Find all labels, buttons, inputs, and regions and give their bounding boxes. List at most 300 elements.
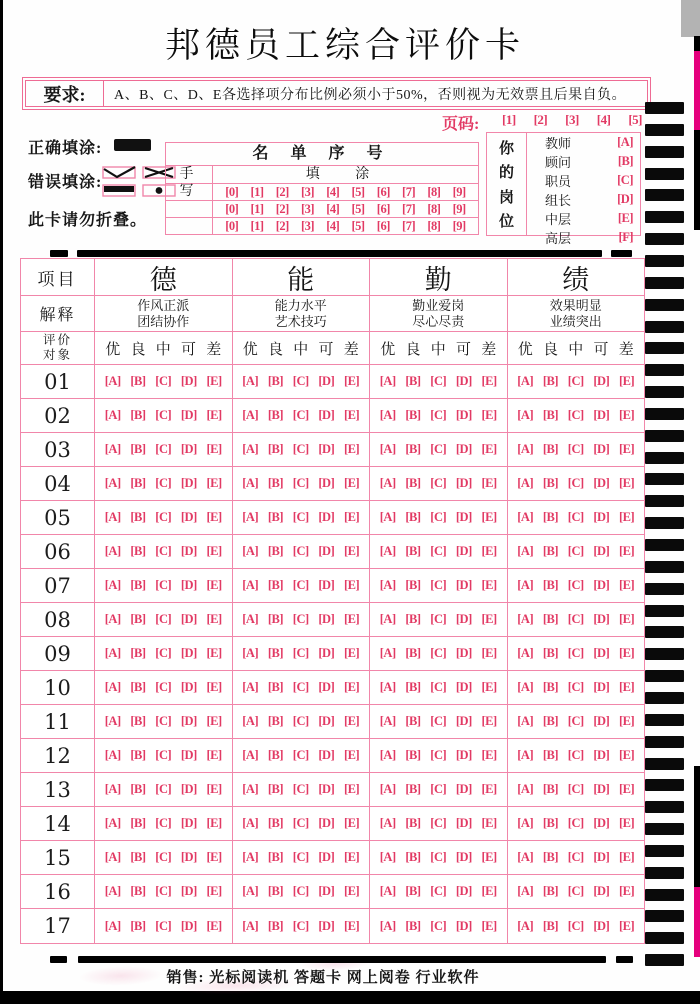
option-bubble[interactable]: [E] xyxy=(206,850,222,864)
option-bubble[interactable]: [E] xyxy=(206,918,222,933)
option-bubble[interactable]: [C] xyxy=(430,442,447,456)
option-bubble[interactable]: [D] xyxy=(593,850,610,864)
option-bubble[interactable]: [E] xyxy=(481,408,497,422)
position-bubble[interactable]: [E] xyxy=(617,211,633,225)
option-bubble[interactable]: [E] xyxy=(481,816,497,830)
option-bubble[interactable]: [D] xyxy=(180,510,197,524)
option-bubble[interactable]: [C] xyxy=(567,476,584,490)
option-bubble[interactable]: [D] xyxy=(318,510,335,524)
option-bubble[interactable]: [E] xyxy=(481,646,497,660)
option-bubble[interactable]: [D] xyxy=(455,408,472,422)
option-bubble[interactable]: [B] xyxy=(405,918,421,933)
option-bubble[interactable]: [C] xyxy=(567,884,584,898)
option-bubble[interactable]: [B] xyxy=(405,850,421,864)
position-bubble[interactable]: [C] xyxy=(617,173,633,187)
option-bubble[interactable]: [C] xyxy=(430,612,447,626)
option-bubble[interactable]: [C] xyxy=(155,374,172,388)
option-bubble[interactable]: [B] xyxy=(405,544,421,558)
option-bubble[interactable]: [B] xyxy=(267,408,284,422)
option-bubble[interactable]: [B] xyxy=(130,646,146,660)
digit-bubble[interactable]: [0] xyxy=(225,201,239,216)
option-bubble[interactable]: [B] xyxy=(542,544,559,558)
option-bubble[interactable]: [C] xyxy=(155,544,172,558)
digit-bubble[interactable]: [0] xyxy=(225,184,239,199)
page-bubble[interactable]: [5] xyxy=(628,112,642,127)
option-bubble[interactable]: [A] xyxy=(242,646,259,660)
option-bubble[interactable]: [C] xyxy=(292,510,309,524)
option-bubble[interactable]: [B] xyxy=(130,374,146,388)
option-bubble[interactable]: [D] xyxy=(455,816,472,830)
option-bubble[interactable]: [C] xyxy=(292,408,309,422)
option-bubble[interactable]: [B] xyxy=(130,442,146,456)
option-bubble[interactable]: [C] xyxy=(567,612,584,626)
option-bubble[interactable]: [B] xyxy=(267,476,284,490)
option-bubble[interactable]: [C] xyxy=(430,646,447,660)
option-bubble[interactable]: [B] xyxy=(542,408,559,422)
option-bubble[interactable]: [A] xyxy=(379,510,396,524)
option-bubble[interactable]: [C] xyxy=(430,680,447,694)
option-bubble[interactable]: [B] xyxy=(130,680,146,694)
option-bubble[interactable]: [D] xyxy=(593,408,610,422)
option-bubble[interactable]: [D] xyxy=(455,510,472,524)
option-bubble[interactable]: [B] xyxy=(542,442,559,456)
option-bubble[interactable]: [A] xyxy=(517,612,534,626)
option-bubble[interactable]: [D] xyxy=(593,680,610,694)
option-bubble[interactable]: [C] xyxy=(567,544,584,558)
option-bubble[interactable]: [E] xyxy=(206,782,222,796)
option-bubble[interactable]: [C] xyxy=(430,918,447,933)
option-bubble[interactable]: [E] xyxy=(619,918,635,933)
option-bubble[interactable]: [D] xyxy=(180,714,197,728)
option-bubble[interactable]: [A] xyxy=(104,476,121,490)
option-bubble[interactable]: [C] xyxy=(155,918,172,933)
option-bubble[interactable]: [B] xyxy=(267,816,284,830)
option-bubble[interactable]: [C] xyxy=(155,782,172,796)
option-bubble[interactable]: [A] xyxy=(104,884,121,898)
option-bubble[interactable]: [B] xyxy=(267,884,284,898)
option-bubble[interactable]: [D] xyxy=(180,816,197,830)
option-bubble[interactable]: [D] xyxy=(180,408,197,422)
option-bubble[interactable]: [A] xyxy=(379,442,396,456)
option-bubble[interactable]: [D] xyxy=(593,816,610,830)
option-bubble[interactable]: [A] xyxy=(379,782,396,796)
option-bubble[interactable]: [D] xyxy=(180,748,197,762)
digit-bubble[interactable]: [3] xyxy=(300,219,315,233)
option-bubble[interactable]: [E] xyxy=(619,578,635,592)
option-bubble[interactable]: [E] xyxy=(619,408,635,422)
option-bubble[interactable]: [B] xyxy=(130,782,146,796)
option-bubble[interactable]: [A] xyxy=(517,476,534,490)
option-bubble[interactable]: [C] xyxy=(567,680,584,694)
option-bubble[interactable]: [C] xyxy=(155,680,172,694)
option-bubble[interactable]: [E] xyxy=(619,510,635,524)
option-bubble[interactable]: [E] xyxy=(481,714,497,728)
option-bubble[interactable]: [E] xyxy=(481,374,497,388)
option-bubble[interactable]: [A] xyxy=(517,408,534,422)
position-bubble[interactable]: [F] xyxy=(618,230,633,244)
digit-bubble[interactable]: [9] xyxy=(452,201,466,216)
option-bubble[interactable]: [E] xyxy=(206,578,222,592)
option-bubble[interactable]: [A] xyxy=(379,748,396,762)
option-bubble[interactable]: [B] xyxy=(542,510,559,524)
option-bubble[interactable]: [A] xyxy=(517,782,534,796)
option-bubble[interactable]: [A] xyxy=(379,612,396,626)
option-bubble[interactable]: [C] xyxy=(567,850,584,864)
page-bubble[interactable]: [1] xyxy=(502,112,516,127)
option-bubble[interactable]: [C] xyxy=(292,748,309,762)
option-bubble[interactable]: [A] xyxy=(104,680,121,694)
option-bubble[interactable]: [C] xyxy=(292,680,309,694)
option-bubble[interactable]: [C] xyxy=(155,476,172,490)
option-bubble[interactable]: [B] xyxy=(542,850,559,864)
option-bubble[interactable]: [B] xyxy=(405,476,421,490)
option-bubble[interactable]: [D] xyxy=(455,748,472,762)
option-bubble[interactable]: [D] xyxy=(593,544,610,558)
option-bubble[interactable]: [E] xyxy=(344,782,360,796)
option-bubble[interactable]: [B] xyxy=(130,476,146,490)
option-bubble[interactable]: [C] xyxy=(430,408,447,422)
option-bubble[interactable]: [D] xyxy=(593,374,610,388)
option-bubble[interactable]: [C] xyxy=(567,816,584,830)
option-bubble[interactable]: [D] xyxy=(593,782,610,796)
option-bubble[interactable]: [B] xyxy=(542,680,559,694)
option-bubble[interactable]: [A] xyxy=(104,646,121,660)
digit-bubble[interactable]: [4] xyxy=(326,219,340,233)
option-bubble[interactable]: [B] xyxy=(267,646,284,660)
option-bubble[interactable]: [D] xyxy=(455,680,472,694)
option-bubble[interactable]: [E] xyxy=(619,782,635,796)
option-bubble[interactable]: [E] xyxy=(344,408,360,422)
option-bubble[interactable]: [A] xyxy=(242,782,259,796)
digit-bubble[interactable]: [7] xyxy=(402,201,416,216)
option-bubble[interactable]: [A] xyxy=(379,850,396,864)
option-bubble[interactable]: [C] xyxy=(430,578,447,592)
option-bubble[interactable]: [A] xyxy=(517,442,534,456)
option-bubble[interactable]: [D] xyxy=(180,884,197,898)
option-bubble[interactable]: [A] xyxy=(242,816,259,830)
digit-bubble[interactable]: [1] xyxy=(250,201,264,216)
option-bubble[interactable]: [A] xyxy=(517,816,534,830)
option-bubble[interactable]: [C] xyxy=(155,612,172,626)
option-bubble[interactable]: [D] xyxy=(318,748,335,762)
option-bubble[interactable]: [E] xyxy=(481,850,497,864)
option-bubble[interactable]: [E] xyxy=(344,816,360,830)
position-bubble[interactable]: [A] xyxy=(617,135,633,149)
handwrite-cell[interactable] xyxy=(166,201,213,217)
digit-bubble[interactable]: [5] xyxy=(351,219,365,233)
option-bubble[interactable]: [C] xyxy=(292,544,309,558)
option-bubble[interactable]: [A] xyxy=(379,578,396,592)
option-bubble[interactable]: [B] xyxy=(267,544,284,558)
option-bubble[interactable]: [B] xyxy=(267,850,284,864)
digit-bubble[interactable]: [5] xyxy=(351,201,365,216)
option-bubble[interactable]: [C] xyxy=(292,850,309,864)
option-bubble[interactable]: [C] xyxy=(567,748,584,762)
option-bubble[interactable]: [D] xyxy=(593,918,610,933)
option-bubble[interactable]: [E] xyxy=(481,680,497,694)
option-bubble[interactable]: [E] xyxy=(344,442,360,456)
option-bubble[interactable]: [A] xyxy=(242,714,259,728)
option-bubble[interactable]: [B] xyxy=(130,578,146,592)
option-bubble[interactable]: [A] xyxy=(104,442,121,456)
option-bubble[interactable]: [D] xyxy=(318,374,335,388)
option-bubble[interactable]: [A] xyxy=(379,816,396,830)
option-bubble[interactable]: [B] xyxy=(267,442,284,456)
option-bubble[interactable]: [C] xyxy=(155,884,172,898)
option-bubble[interactable]: [B] xyxy=(405,374,421,388)
option-bubble[interactable]: [D] xyxy=(455,442,472,456)
option-bubble[interactable]: [D] xyxy=(455,850,472,864)
option-bubble[interactable]: [B] xyxy=(267,714,284,728)
option-bubble[interactable]: [A] xyxy=(104,782,121,796)
option-bubble[interactable]: [D] xyxy=(318,578,335,592)
option-bubble[interactable]: [E] xyxy=(206,612,222,626)
option-bubble[interactable]: [D] xyxy=(455,884,472,898)
option-bubble[interactable]: [B] xyxy=(267,510,284,524)
option-bubble[interactable]: [C] xyxy=(155,714,172,728)
option-bubble[interactable]: [D] xyxy=(180,476,197,490)
option-bubble[interactable]: [B] xyxy=(267,782,284,796)
option-bubble[interactable]: [E] xyxy=(619,884,635,898)
option-bubble[interactable]: [E] xyxy=(206,442,222,456)
digit-bubble[interactable]: [5] xyxy=(351,184,365,199)
option-bubble[interactable]: [E] xyxy=(481,544,497,558)
option-bubble[interactable]: [B] xyxy=(267,612,284,626)
option-bubble[interactable]: [A] xyxy=(379,680,396,694)
option-bubble[interactable]: [B] xyxy=(405,646,421,660)
option-bubble[interactable]: [A] xyxy=(242,374,259,388)
option-bubble[interactable]: [E] xyxy=(206,646,222,660)
option-bubble[interactable]: [E] xyxy=(206,544,222,558)
option-bubble[interactable]: [D] xyxy=(455,612,472,626)
option-bubble[interactable]: [E] xyxy=(344,680,360,694)
option-bubble[interactable]: [B] xyxy=(405,680,421,694)
option-bubble[interactable]: [B] xyxy=(130,918,146,933)
option-bubble[interactable]: [D] xyxy=(593,884,610,898)
option-bubble[interactable]: [E] xyxy=(481,476,497,490)
option-bubble[interactable]: [D] xyxy=(180,680,197,694)
option-bubble[interactable]: [B] xyxy=(130,612,146,626)
option-bubble[interactable]: [B] xyxy=(542,748,559,762)
option-bubble[interactable]: [B] xyxy=(130,748,146,762)
option-bubble[interactable]: [B] xyxy=(267,748,284,762)
option-bubble[interactable]: [E] xyxy=(344,374,360,388)
option-bubble[interactable]: [E] xyxy=(344,612,360,626)
option-bubble[interactable]: [B] xyxy=(405,578,421,592)
option-bubble[interactable]: [E] xyxy=(206,748,222,762)
option-bubble[interactable]: [C] xyxy=(292,476,309,490)
option-bubble[interactable]: [A] xyxy=(242,884,259,898)
option-bubble[interactable]: [D] xyxy=(593,714,610,728)
option-bubble[interactable]: [D] xyxy=(455,714,472,728)
option-bubble[interactable]: [C] xyxy=(155,510,172,524)
digit-bubble[interactable]: [2] xyxy=(275,184,289,199)
option-bubble[interactable]: [A] xyxy=(517,884,534,898)
option-bubble[interactable]: [A] xyxy=(242,544,259,558)
option-bubble[interactable]: [A] xyxy=(517,510,534,524)
option-bubble[interactable]: [C] xyxy=(155,646,172,660)
option-bubble[interactable]: [A] xyxy=(379,884,396,898)
option-bubble[interactable]: [C] xyxy=(292,884,309,898)
option-bubble[interactable]: [C] xyxy=(567,374,584,388)
option-bubble[interactable]: [C] xyxy=(430,782,447,796)
option-bubble[interactable]: [B] xyxy=(405,816,421,830)
option-bubble[interactable]: [A] xyxy=(379,374,396,388)
digit-bubble[interactable]: [8] xyxy=(427,201,441,216)
option-bubble[interactable]: [D] xyxy=(593,476,610,490)
option-bubble[interactable]: [D] xyxy=(180,578,197,592)
option-bubble[interactable]: [D] xyxy=(318,646,335,660)
option-bubble[interactable]: [E] xyxy=(481,442,497,456)
option-bubble[interactable]: [A] xyxy=(517,850,534,864)
digit-bubble[interactable]: [9] xyxy=(452,184,466,199)
option-bubble[interactable]: [C] xyxy=(155,408,172,422)
option-bubble[interactable]: [B] xyxy=(267,680,284,694)
option-bubble[interactable]: [C] xyxy=(567,646,584,660)
option-bubble[interactable]: [A] xyxy=(242,408,259,422)
option-bubble[interactable]: [B] xyxy=(130,850,146,864)
option-bubble[interactable]: [D] xyxy=(318,442,335,456)
option-bubble[interactable]: [B] xyxy=(267,578,284,592)
option-bubble[interactable]: [D] xyxy=(318,816,335,830)
option-bubble[interactable]: [E] xyxy=(206,714,222,728)
option-bubble[interactable]: [E] xyxy=(619,374,635,388)
position-bubble[interactable]: [D] xyxy=(617,192,633,206)
option-bubble[interactable]: [C] xyxy=(292,714,309,728)
option-bubble[interactable]: [A] xyxy=(104,510,121,524)
digit-bubble[interactable]: [6] xyxy=(376,219,390,233)
option-bubble[interactable]: [A] xyxy=(379,918,396,933)
option-bubble[interactable]: [E] xyxy=(206,510,222,524)
option-bubble[interactable]: [D] xyxy=(180,612,197,626)
option-bubble[interactable]: [D] xyxy=(180,442,197,456)
option-bubble[interactable]: [C] xyxy=(567,918,584,933)
option-bubble[interactable]: [E] xyxy=(619,646,635,660)
option-bubble[interactable]: [A] xyxy=(242,612,259,626)
option-bubble[interactable]: [D] xyxy=(318,714,335,728)
digit-bubble[interactable]: [1] xyxy=(250,184,264,199)
option-bubble[interactable]: [E] xyxy=(619,544,635,558)
option-bubble[interactable]: [D] xyxy=(180,646,197,660)
option-bubble[interactable]: [E] xyxy=(344,748,360,762)
option-bubble[interactable]: [A] xyxy=(517,374,534,388)
option-bubble[interactable]: [C] xyxy=(292,578,309,592)
option-bubble[interactable]: [A] xyxy=(104,408,121,422)
option-bubble[interactable]: [D] xyxy=(455,918,472,933)
option-bubble[interactable]: [D] xyxy=(180,544,197,558)
option-bubble[interactable]: [D] xyxy=(180,918,197,933)
option-bubble[interactable]: [B] xyxy=(542,646,559,660)
option-bubble[interactable]: [A] xyxy=(242,510,259,524)
option-bubble[interactable]: [A] xyxy=(242,442,259,456)
digit-bubble[interactable]: [3] xyxy=(300,201,315,216)
option-bubble[interactable]: [E] xyxy=(481,884,497,898)
digit-bubble[interactable]: [8] xyxy=(427,219,441,233)
page-bubble[interactable]: [4] xyxy=(596,112,611,127)
digit-bubble[interactable]: [3] xyxy=(300,184,315,199)
option-bubble[interactable]: [C] xyxy=(292,612,309,626)
option-bubble[interactable]: [A] xyxy=(517,646,534,660)
option-bubble[interactable]: [A] xyxy=(104,918,121,933)
option-bubble[interactable]: [A] xyxy=(242,918,259,933)
option-bubble[interactable]: [D] xyxy=(593,612,610,626)
option-bubble[interactable]: [C] xyxy=(292,782,309,796)
option-bubble[interactable]: [E] xyxy=(619,680,635,694)
option-bubble[interactable]: [E] xyxy=(619,714,635,728)
option-bubble[interactable]: [D] xyxy=(318,850,335,864)
option-bubble[interactable]: [A] xyxy=(379,646,396,660)
option-bubble[interactable]: [C] xyxy=(155,748,172,762)
page-bubble[interactable]: [2] xyxy=(533,112,548,127)
option-bubble[interactable]: [E] xyxy=(344,510,360,524)
option-bubble[interactable]: [B] xyxy=(267,918,284,933)
option-bubble[interactable]: [A] xyxy=(104,544,121,558)
option-bubble[interactable]: [E] xyxy=(206,476,222,490)
option-bubble[interactable]: [B] xyxy=(405,408,421,422)
option-bubble[interactable]: [B] xyxy=(542,714,559,728)
option-bubble[interactable]: [D] xyxy=(318,476,335,490)
option-bubble[interactable]: [B] xyxy=(542,374,559,388)
option-bubble[interactable]: [D] xyxy=(455,578,472,592)
option-bubble[interactable]: [C] xyxy=(292,816,309,830)
option-bubble[interactable]: [E] xyxy=(206,816,222,830)
handwrite-cell[interactable] xyxy=(166,218,213,235)
option-bubble[interactable]: [B] xyxy=(405,714,421,728)
option-bubble[interactable]: [A] xyxy=(104,816,121,830)
option-bubble[interactable]: [E] xyxy=(619,612,635,626)
option-bubble[interactable]: [C] xyxy=(155,816,172,830)
option-bubble[interactable]: [D] xyxy=(318,680,335,694)
option-bubble[interactable]: [B] xyxy=(405,510,421,524)
option-bubble[interactable]: [E] xyxy=(481,578,497,592)
option-bubble[interactable]: [B] xyxy=(130,408,146,422)
option-bubble[interactable]: [B] xyxy=(542,918,559,933)
option-bubble[interactable]: [C] xyxy=(567,782,584,796)
option-bubble[interactable]: [B] xyxy=(542,612,559,626)
option-bubble[interactable]: [E] xyxy=(619,442,635,456)
option-bubble[interactable]: [A] xyxy=(379,714,396,728)
option-bubble[interactable]: [B] xyxy=(130,510,146,524)
digit-bubble[interactable]: [2] xyxy=(275,219,289,233)
option-bubble[interactable]: [E] xyxy=(481,510,497,524)
option-bubble[interactable]: [D] xyxy=(318,544,335,558)
option-bubble[interactable]: [D] xyxy=(455,476,472,490)
digit-bubble[interactable]: [1] xyxy=(250,219,264,233)
option-bubble[interactable]: [A] xyxy=(517,680,534,694)
option-bubble[interactable]: [B] xyxy=(130,884,146,898)
option-bubble[interactable]: [E] xyxy=(481,782,497,796)
option-bubble[interactable]: [A] xyxy=(242,850,259,864)
option-bubble[interactable]: [A] xyxy=(104,612,121,626)
option-bubble[interactable]: [E] xyxy=(481,612,497,626)
option-bubble[interactable]: [A] xyxy=(242,476,259,490)
option-bubble[interactable]: [A] xyxy=(242,680,259,694)
digit-bubble[interactable]: [4] xyxy=(326,184,340,199)
option-bubble[interactable]: [D] xyxy=(593,578,610,592)
digit-bubble[interactable]: [8] xyxy=(427,184,441,199)
option-bubble[interactable]: [C] xyxy=(430,748,447,762)
option-bubble[interactable]: [C] xyxy=(430,374,447,388)
option-bubble[interactable]: [D] xyxy=(593,748,610,762)
option-bubble[interactable]: [B] xyxy=(267,374,284,388)
option-bubble[interactable]: [E] xyxy=(344,884,360,898)
option-bubble[interactable]: [D] xyxy=(455,544,472,558)
option-bubble[interactable]: [E] xyxy=(344,476,360,490)
option-bubble[interactable]: [D] xyxy=(318,884,335,898)
digit-bubble[interactable]: [0] xyxy=(225,219,239,233)
option-bubble[interactable]: [C] xyxy=(567,714,584,728)
digit-bubble[interactable]: [9] xyxy=(452,219,466,233)
